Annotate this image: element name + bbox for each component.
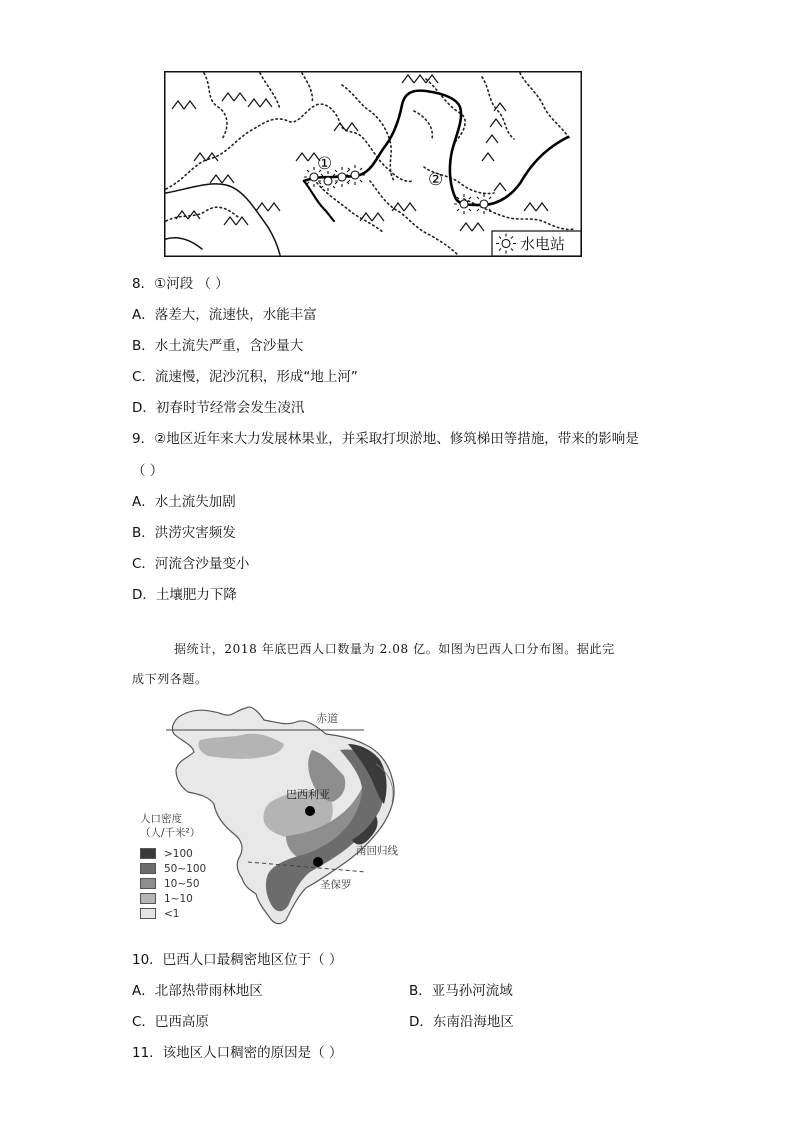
label-section-2: ② bbox=[428, 170, 444, 190]
q8-option-a[interactable]: A．落差大，流速快，水能丰富 bbox=[132, 307, 317, 323]
label-section-1: ① bbox=[317, 154, 333, 174]
legend-title-line2: （人/千米²） bbox=[140, 827, 201, 839]
hydropower-station-icon bbox=[332, 167, 352, 187]
q9-option-c[interactable]: C．河流含沙量变小 bbox=[132, 556, 250, 572]
q10-stem: 10．巴西人口最稠密地区位于（ ） bbox=[132, 952, 343, 968]
q9-option-a[interactable]: A．水土流失加剧 bbox=[132, 494, 236, 510]
legend-item bbox=[140, 891, 206, 906]
q10-option-a[interactable]: A．北部热带雨林地区 bbox=[132, 983, 263, 999]
legend-swatch-1 bbox=[140, 848, 156, 859]
legend-swatch-5 bbox=[140, 908, 156, 919]
q9-option-b[interactable]: B．洪涝灾害频发 bbox=[132, 525, 236, 541]
q8-stem: 8．①河段 （ ） bbox=[132, 276, 229, 292]
hydropower-station-icon bbox=[454, 194, 474, 214]
legend-item bbox=[140, 876, 206, 891]
brasilia-dot-icon bbox=[305, 806, 315, 816]
legend-swatch-2 bbox=[140, 863, 156, 874]
legend-swatch-3 bbox=[140, 878, 156, 889]
legend-label-2: 50~100 bbox=[164, 862, 207, 875]
q9-option-d[interactable]: D．土壤肥力下降 bbox=[132, 587, 237, 603]
label-saopaulo: 圣保罗 bbox=[320, 879, 352, 891]
legend-label-1: >100 bbox=[164, 847, 193, 860]
q11-stem: 11．该地区人口稠密的原因是（ ） bbox=[132, 1045, 343, 1061]
legend-title-line1: 人口密度 bbox=[140, 813, 182, 825]
river-map bbox=[164, 71, 582, 257]
legend-item bbox=[140, 861, 206, 876]
q10-option-d[interactable]: D．东南沿海地区 bbox=[409, 1014, 514, 1030]
density-legend bbox=[140, 812, 206, 921]
passage-line-2: 成下列各题。 bbox=[132, 672, 208, 686]
hydropower-station-icon bbox=[345, 165, 365, 185]
q10-option-b[interactable]: B．亚马孙河流域 bbox=[409, 983, 513, 999]
q9-stem-continued: （ ） bbox=[132, 463, 164, 479]
q8-option-c[interactable]: C．流速慢，泥沙沉积，形成“地上河” bbox=[132, 369, 358, 385]
hydropower-station-icon bbox=[474, 194, 494, 214]
hydropower-station-icon bbox=[318, 171, 338, 191]
q9-stem: 9．②地区近年来大力发展林果业，并采取打坝淤地、修筑梯田等措施，带来的影响是 bbox=[132, 431, 639, 447]
label-equator: 赤道 bbox=[316, 712, 338, 725]
passage-line-1: 据统计，2018 年底巴西人口数量为 2.08 亿。如图为巴西人口分布图。据此完 bbox=[174, 642, 615, 656]
label-tropic: 南回归线 bbox=[356, 845, 398, 857]
legend-swatch-4 bbox=[140, 893, 156, 904]
hydropower-legend-icon bbox=[496, 234, 516, 254]
q8-option-b[interactable]: B．水土流失严重，含沙量大 bbox=[132, 338, 304, 354]
legend-item bbox=[140, 846, 206, 861]
saopaulo-dot-icon bbox=[313, 857, 323, 867]
label-brasilia: 巴西利亚 bbox=[286, 788, 330, 801]
legend-item bbox=[140, 906, 206, 921]
q8-option-d[interactable]: D．初春时节经常会发生凌汛 bbox=[132, 400, 305, 416]
legend-hydropower-label: 水电站 bbox=[520, 235, 566, 253]
q10-option-c[interactable]: C．巴西高原 bbox=[132, 1014, 209, 1030]
legend-label-4: 1~10 bbox=[164, 892, 193, 905]
legend-label-3: 10~50 bbox=[164, 877, 200, 890]
legend-label-5: <1 bbox=[164, 907, 180, 920]
